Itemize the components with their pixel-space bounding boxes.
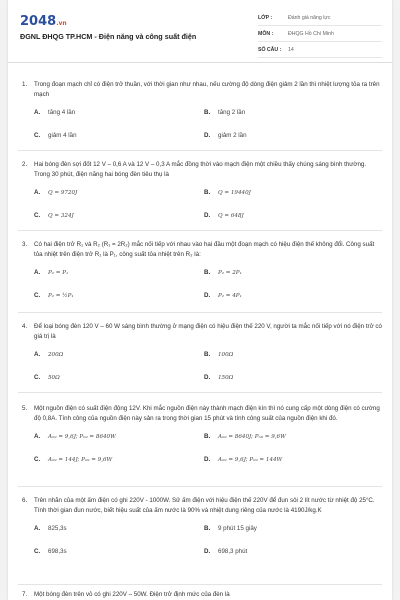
option-letter: B. [204, 189, 211, 196]
question-text: Một bóng đèn trên vỏ có ghi 220V – 50W. Điện trở định mức của đèn là [34, 591, 230, 598]
option-letter: B. [204, 525, 211, 532]
option-b[interactable] [204, 268, 374, 278]
option-text: 698,3s [48, 548, 67, 555]
option-letter: A. [34, 351, 41, 358]
option-text: Aₙ₉ = 9,6J; Pₙ₉ = 8640W [48, 434, 116, 440]
option-text: Aₙ₉ = 144J; Pₙ₉ = 9,6W [48, 457, 113, 463]
question-4 [22, 322, 382, 383]
option-text: tăng 4 lần [48, 109, 76, 116]
question-5 [22, 404, 382, 465]
question-3 [22, 240, 382, 301]
option-letter: B. [204, 433, 211, 440]
options [34, 524, 382, 557]
option-c[interactable] [34, 211, 204, 221]
divider [18, 486, 382, 487]
meta-key: MÔN : [258, 30, 274, 37]
option-text: giảm 4 lần [48, 132, 77, 139]
option-letter: D. [204, 212, 211, 219]
option-letter: C. [34, 374, 41, 381]
meta-row-class [258, 10, 382, 26]
option-letter: D. [204, 548, 211, 555]
option-d[interactable] [204, 291, 374, 301]
option-letter: D. [204, 456, 211, 463]
option-text: 825,3s [48, 525, 67, 532]
option-b[interactable] [204, 188, 374, 198]
meta-key: SỐ CÂU : [258, 46, 282, 53]
option-a[interactable] [34, 432, 204, 442]
options [34, 108, 382, 141]
option-a[interactable] [34, 268, 204, 278]
meta-key: LỚP : [258, 14, 273, 21]
site-logo[interactable] [20, 14, 67, 29]
option-letter: B. [204, 109, 211, 116]
option-text: P₂ = ½P₁ [48, 293, 74, 299]
question-number: 5. [22, 405, 28, 412]
option-d[interactable] [204, 211, 374, 221]
option-letter: C. [34, 292, 41, 299]
question-7 [22, 590, 382, 600]
option-text: tăng 2 lần [218, 109, 246, 116]
option-letter: A. [34, 433, 41, 440]
question-number: 6. [22, 497, 28, 504]
question-text: Hai bóng đèn sợi đốt 12 V – 0,6 A và 12 V – 0,3 A mắc đồng thời vào mạch điện một chiều thấy chúng sáng bình thường. Trong 30 phút, điện năng hai bóng đèn tiêu thụ là [34, 161, 367, 178]
option-a[interactable] [34, 108, 204, 118]
logo-text: 2048 [20, 14, 57, 29]
option-b[interactable] [204, 432, 374, 442]
option-letter: A. [34, 109, 41, 116]
option-d[interactable] [204, 547, 374, 557]
meta-table [258, 10, 382, 58]
logo-suffix: .vn [56, 20, 67, 27]
options [34, 432, 382, 465]
option-letter: C. [34, 548, 41, 555]
option-a[interactable] [34, 350, 204, 360]
option-text: P₂ = 4P₁ [218, 293, 242, 299]
option-letter: D. [204, 132, 211, 139]
question-text: Trên nhãn của một ấm điện có ghi 220V - 1000W. Sử ấm điện với hiệu điện thế 220V để đun sôi 2 lít nước từ nhiệt độ 25°C. Tính thời gian đun nước, biết hiệu suất của ấm nước là 90% và nhiệt dung riêng của nước là 4190J/kg.K [34, 497, 375, 514]
option-b[interactable] [204, 524, 374, 534]
option-letter: C. [34, 212, 41, 219]
option-c[interactable] [34, 131, 204, 141]
option-letter: D. [204, 374, 211, 381]
option-text: 200Ω [48, 352, 64, 358]
divider [18, 584, 382, 585]
options [34, 188, 382, 221]
meta-value: ĐHQG Hồ Chí Minh [288, 30, 334, 37]
question-number: 3. [22, 241, 28, 248]
option-text: 50Ω [48, 375, 60, 381]
question-text: Để loại bóng đèn 120 V – 60 W sáng bình thường ở mạng điện có hiệu điện thế 220 V, người ta mắc nối tiếp với nó điện trở có giá trị là [34, 323, 382, 340]
divider [18, 230, 382, 231]
divider [18, 392, 382, 393]
option-text: 150Ω [218, 375, 234, 381]
question-text: Có hai điện trở R₁ và R₂ (R₁ = 2R₂) mắc nối tiếp với nhau vào hai đầu một đoạn mạch có hiệu điện thế không đổi. Công suất tỏa nhiệt trên điện trở R₁ là P₁, công suất tỏa nhiệt trên R₂ là: [34, 241, 375, 258]
option-b[interactable] [204, 108, 374, 118]
option-letter: A. [34, 189, 41, 196]
option-c[interactable] [34, 291, 204, 301]
question-number: 2. [22, 161, 28, 168]
question-number: 7. [22, 591, 28, 598]
option-text: P₂ = P₁ [48, 270, 69, 276]
option-letter: A. [34, 269, 41, 276]
document-header [8, 0, 392, 63]
meta-value: 14 [288, 46, 294, 53]
option-c[interactable] [34, 455, 204, 465]
divider [18, 312, 382, 313]
document-page [8, 0, 392, 600]
option-c[interactable] [34, 547, 204, 557]
option-letter: A. [34, 525, 41, 532]
option-text: P₂ = 2P₁ [218, 270, 242, 276]
options [34, 350, 382, 383]
divider [18, 150, 382, 151]
option-letter: C. [34, 132, 41, 139]
question-1 [22, 80, 382, 141]
question-number: 1. [22, 81, 28, 88]
option-letter: B. [204, 269, 211, 276]
option-text: Q = 324J [48, 213, 74, 219]
option-b[interactable] [204, 350, 374, 360]
option-text: 100Ω [218, 352, 234, 358]
option-text: 698,3 phút [218, 548, 248, 555]
meta-row-count [258, 42, 382, 58]
option-a[interactable] [34, 188, 204, 198]
option-text: Aₙ₉ = 9,6J; Pₙ₉ = 144W [218, 457, 283, 463]
question-text: Một nguồn điện có suất điện động 12V. Khi mắc nguồn điện này thành mạch điện kín thì nó cung cấp một dòng điện có cường độ 0,8A. Tính công của nguồn điện này sản ra trong thời gian 15 phút và tính công suất của nguồn điện khi đó. [34, 405, 380, 422]
option-text: Aₙ₉ = 8640J; Pₙ₉ = 9,6W [218, 434, 286, 440]
document-title: ĐGNL ĐHQG TP.HCM - Điện năng và công suất điện [20, 32, 197, 41]
option-letter: D. [204, 292, 211, 299]
option-text: Q = 19440J [218, 190, 251, 196]
option-text: giảm 2 lần [218, 132, 247, 139]
question-number: 4. [22, 323, 28, 330]
option-d[interactable] [204, 373, 374, 383]
option-text: Q = 9720J [48, 190, 78, 196]
question-6 [22, 496, 382, 557]
option-d[interactable] [204, 455, 374, 465]
option-letter: C. [34, 456, 41, 463]
option-text: Q = 648J [218, 213, 244, 219]
question-text: Trong đoạn mạch chỉ có điện trở thuần, với thời gian như nhau, nếu cường độ dòng điện giảm 2 lần thì nhiệt lượng tỏa ra trên mạch [34, 81, 380, 98]
option-c[interactable] [34, 373, 204, 383]
meta-row-subject [258, 26, 382, 42]
option-a[interactable] [34, 524, 204, 534]
meta-value: Đánh giá năng lực [288, 14, 331, 21]
option-d[interactable] [204, 131, 374, 141]
question-2 [22, 160, 382, 221]
options [34, 268, 382, 301]
option-letter: B. [204, 351, 211, 358]
option-text: 9 phút 15 giây [218, 525, 257, 532]
